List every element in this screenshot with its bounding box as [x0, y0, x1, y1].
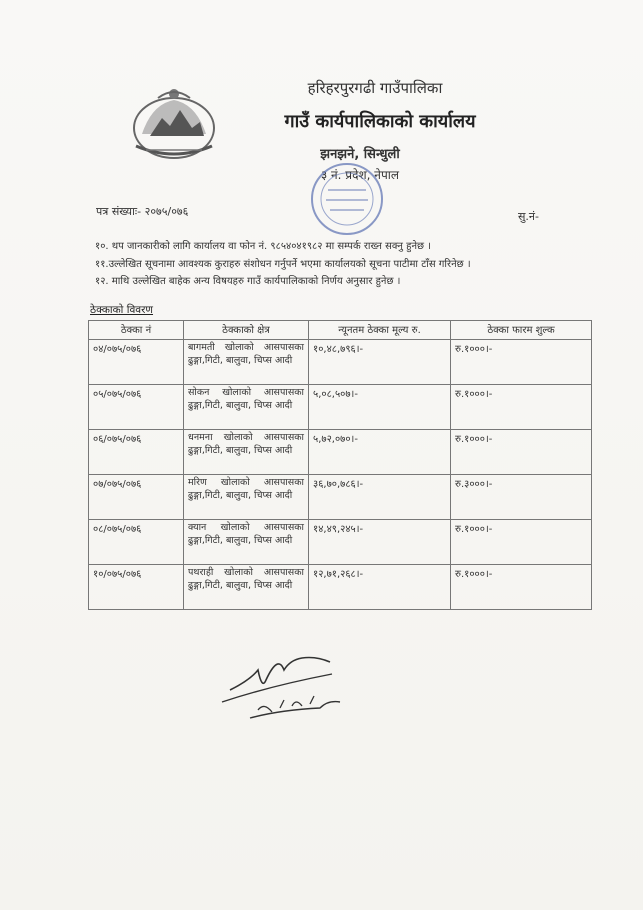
table-row	[89, 385, 592, 430]
table-header-row	[89, 321, 592, 340]
contract-area: सोकन खोलाको आसपासका ढुङ्गा,गिटी, बालुवा, चिप्स आदी	[184, 385, 309, 430]
contract-no: ०६/०७५/०७६	[89, 430, 184, 475]
table-row	[89, 430, 592, 475]
note-12: १२. माथि उल्लेखित बाहेक अन्य विषयहरु गाउँ कार्यपालिकाको निर्णय अनुसार हुनेछ ।	[95, 276, 401, 287]
table-row	[89, 340, 592, 385]
note-11: ११.उल्लेखित सूचनामा आवश्यक कुराहरु संशोधन गर्नुपर्ने भएमा कार्यालयको सूचना पाटीमा टाँस गरिनेछ ।	[95, 259, 471, 270]
office-stamp-icon	[308, 160, 386, 238]
table-row	[89, 520, 592, 565]
contract-no: ०४/०७५/०७६	[89, 340, 184, 385]
form-fee: रु.१०००।-	[451, 430, 592, 475]
contract-no: १०/०७५/०७६	[89, 565, 184, 610]
table-row	[89, 565, 592, 610]
contract-area: मरिण खोलाको आसपासका ढुङ्गा,गिटी, बालुवा, चिप्स आदी	[184, 475, 309, 520]
form-fee: रु.३०००।-	[451, 475, 592, 520]
col-header-area: ठेक्काको क्षेत्र	[184, 321, 309, 340]
serial-number-label: सु.नं-	[518, 210, 540, 223]
office-province: ३ नं. प्रदेश, नेपाल	[320, 168, 400, 182]
contract-area: धनमना खोलाको आसपासका ढुङ्गा,गिटी, बालुवा, चिप्स आदी	[184, 430, 309, 475]
table-row	[89, 475, 592, 520]
reference-number: पत्र संख्याः- २०७५/०७६	[96, 205, 189, 218]
min-price: १२,७१,२६८।-	[309, 565, 451, 610]
form-fee: रु.१०००।-	[451, 340, 592, 385]
contract-no: ०८/०७५/०७६	[89, 520, 184, 565]
handwritten-signature	[220, 640, 360, 730]
contract-table	[88, 320, 592, 610]
office-title: गाउँ कार्यपालिकाको कार्यालय	[284, 111, 476, 132]
form-fee: रु.१०००।-	[451, 385, 592, 430]
min-price: ३६,७०,७८६।-	[309, 475, 451, 520]
col-header-min-price: न्यूनतम ठेक्का मूल्य रु.	[309, 321, 451, 340]
contract-no: ०५/०७५/०७६	[89, 385, 184, 430]
contract-area: बागमती खोलाको आसपासका ढुङ्गा,गिटी, बालुवा, चिप्स आदी	[184, 340, 309, 385]
note-10: १०. थप जानकारीको लागि कार्यालय वा फोन नं. ९८५४०४१९८२ मा सम्पर्क राख्न सक्नु हुनेछ ।	[95, 241, 431, 252]
form-fee: रु.१०००।-	[451, 565, 592, 610]
col-header-contract-no: ठेक्का नं	[89, 321, 184, 340]
form-fee: रु.१०००।-	[451, 520, 592, 565]
min-price: १०,४८,७९६।-	[309, 340, 451, 385]
min-price: ५,०८,५०७।-	[309, 385, 451, 430]
contract-no: ०७/०७५/०७६	[89, 475, 184, 520]
col-header-form-fee: ठेक्का फारम शुल्क	[451, 321, 592, 340]
min-price: १४,४९,२४५।-	[309, 520, 451, 565]
contract-area: पथराही खोलाको आसपासका ढुङ्गा,गिटी, बालुवा, चिप्स आदी	[184, 565, 309, 610]
min-price: ५,७२,०७०।-	[309, 430, 451, 475]
office-address: झनझने, सिन्धुली	[320, 147, 400, 162]
nepal-emblem-icon	[128, 84, 220, 164]
table-title: ठेक्काको विवरण	[90, 304, 154, 316]
contract-area: क्यान खोलाको आसपासका ढुङ्गा,गिटी, बालुवा, चिप्स आदी	[184, 520, 309, 565]
municipality-name: हरिहरपुरगढी गाउँपालिका	[307, 79, 443, 97]
